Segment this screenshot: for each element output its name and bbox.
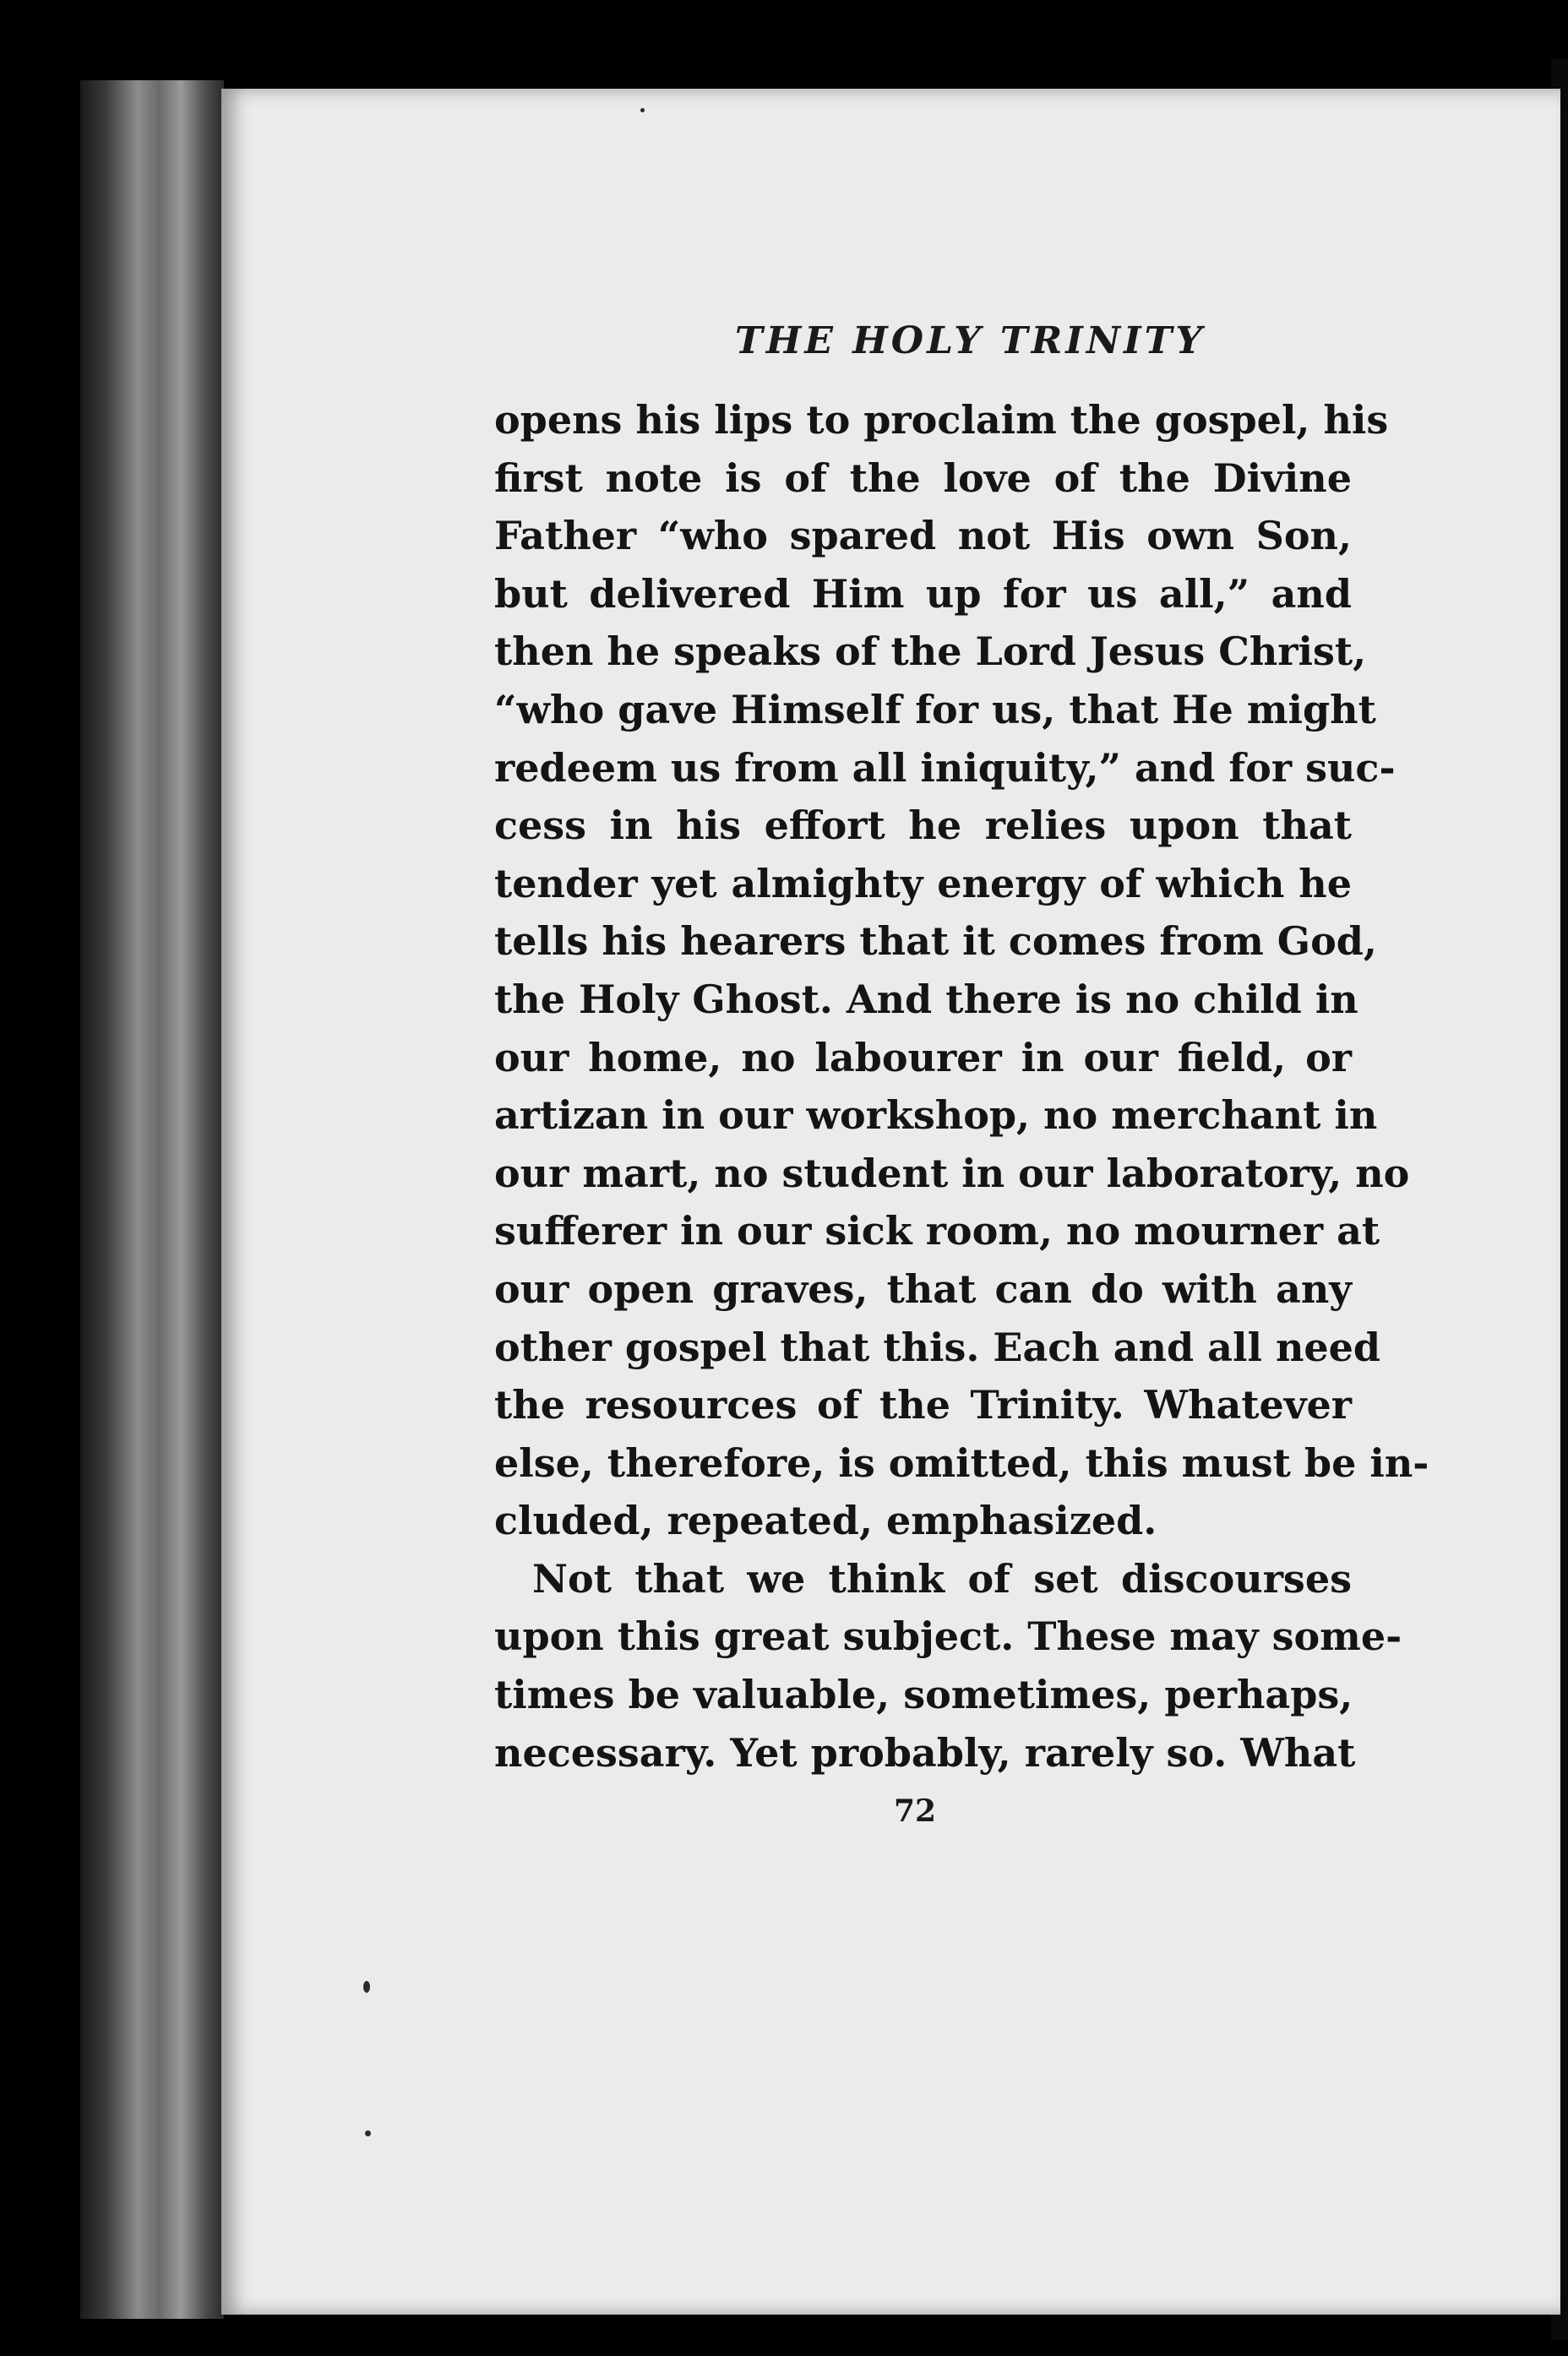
text-line: the Holy Ghost. And there is no child in [494, 976, 1358, 1022]
text-line: opens his lips to proclaim the gospel, his [494, 397, 1389, 443]
text-line: our open graves, that can do with any [494, 1265, 1352, 1312]
text-line: first note is of the love of the Divine [494, 454, 1352, 501]
body-text [494, 391, 1429, 1782]
ink-speck [640, 108, 645, 112]
text-line: Not that we think of set discourses [532, 1555, 1352, 1602]
text-line: sufferer in our sick room, no mourner at [494, 1208, 1380, 1254]
text-line: upon this great subject. These may some- [494, 1613, 1402, 1660]
ink-speck [363, 1981, 370, 1993]
text-line: cess in his effort he relies upon that [494, 803, 1352, 849]
running-head: THE HOLY TRINITY [735, 319, 1206, 362]
page-number: 72 [894, 1793, 937, 1829]
text-line: our home, no labourer in our field, or [494, 1034, 1352, 1080]
text-line: but delivered Him up for us all,” and [494, 570, 1352, 617]
text-line: else, therefore, is omitted, this must be in- [494, 1439, 1429, 1486]
text-line: other gospel that this. Each and all need [494, 1324, 1381, 1370]
text-line: necessary. Yet probably, rarely so. What [494, 1729, 1356, 1776]
text-line: redeem us from all iniquity,” and for suc- [494, 744, 1396, 791]
book-spine [80, 80, 224, 2319]
text-line: tells his hearers that it comes from God, [494, 918, 1377, 965]
ink-speck [365, 2130, 371, 2136]
text-line: Father “who spared not His own Son, [494, 513, 1352, 559]
text-line: our mart, no student in our laboratory, no [494, 1150, 1410, 1196]
text-line: tender yet almighty energy of which he [494, 860, 1352, 906]
text-line: artizan in our workshop, no merchant in [494, 1092, 1378, 1139]
text-line: cluded, repeated, emphasized. [494, 1498, 1157, 1544]
text-line: “who gave Himself for us, that He might [494, 686, 1376, 732]
text-line: then he speaks of the Lord Jesus Christ, [494, 628, 1367, 675]
text-line: times be valuable, sometimes, perhaps, [494, 1672, 1353, 1718]
text-line: the resources of the Trinity. Whatever [494, 1382, 1352, 1428]
